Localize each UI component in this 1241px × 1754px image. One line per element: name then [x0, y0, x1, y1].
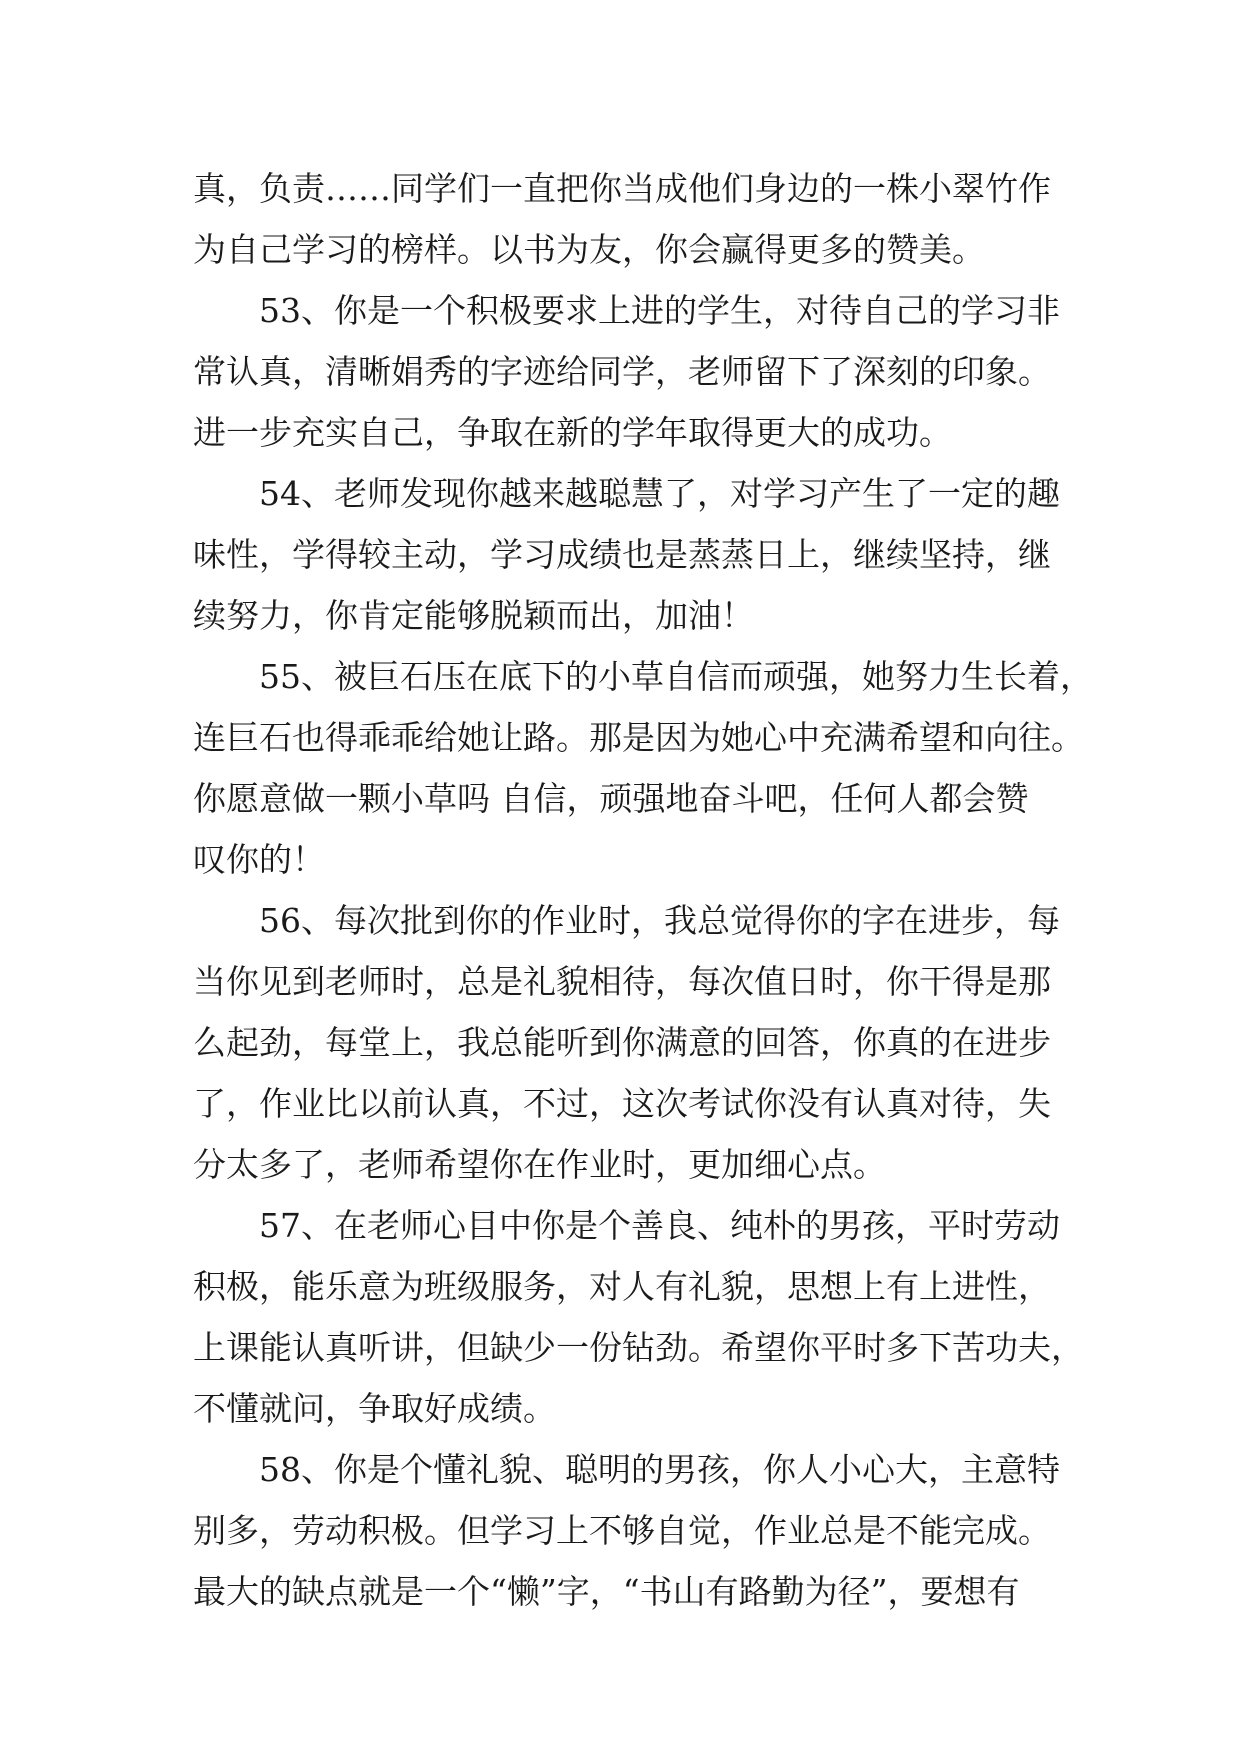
text-line: 为自己学习的榜样。以书为友，你会赢得更多的赞美。	[193, 230, 985, 269]
paragraph-54-start: 54、老师发现你越来越聪慧了，对学习产生了一定的趣	[259, 474, 1060, 513]
text-line: 上课能认真听讲，但缺少一份钻劲。希望你平时多下苦功夫，	[193, 1328, 1084, 1367]
text-line: 分太多了，老师希望你在作业时，更加细心点。	[193, 1145, 886, 1184]
text-line: 真，负责……同学们一直把你当成他们身边的一株小翠竹作	[193, 169, 1051, 208]
text-line: 不懂就问，争取好成绩。	[193, 1389, 556, 1428]
text-line: 味性，学得较主动，学习成绩也是蒸蒸日上，继续坚持，继	[193, 535, 1051, 574]
text-line: 你愿意做一颗小草吗 自信，顽强地奋斗吧，任何人都会赞	[193, 779, 1029, 818]
text-line: 进一步充实自己，争取在新的学年取得更大的成功。	[193, 413, 952, 452]
text-line: 别多，劳动积极。但学习上不够自觉，作业总是不能完成。	[193, 1511, 1051, 1550]
text-line: 续努力，你肯定能够脱颖而出，加油！	[193, 596, 754, 635]
text-line: 了，作业比以前认真，不过，这次考试你没有认真对待，失	[193, 1084, 1051, 1123]
text-line: 么起劲，每堂上，我总能听到你满意的回答，你真的在进步	[193, 1023, 1051, 1062]
document-body	[193, 158, 1093, 1622]
text-line: 连巨石也得乖乖给她让路。那是因为她心中充满希望和向往。	[193, 718, 1084, 757]
paragraph-56-start: 56、每次批到你的作业时，我总觉得你的字在进步，每	[259, 901, 1060, 940]
paragraph-53-start: 53、你是一个积极要求上进的学生，对待自己的学习非	[259, 291, 1060, 330]
text-line: 最大的缺点就是一个“懒”字，“书山有路勤为径”，要想有	[193, 1572, 1020, 1611]
text-line: 叹你的！	[193, 840, 325, 879]
text-line: 当你见到老师时，总是礼貌相待，每次值日时，你干得是那	[193, 962, 1051, 1001]
text-line: 常认真，清晰娟秀的字迹给同学，老师留下了深刻的印象。	[193, 352, 1051, 391]
paragraph-58-start: 58、你是个懂礼貌、聪明的男孩，你人小心大，主意特	[259, 1450, 1060, 1489]
text-line: 积极，能乐意为班级服务，对人有礼貌，思想上有上进性，	[193, 1267, 1051, 1306]
paragraph-55-start: 55、被巨石压在底下的小草自信而顽强，她努力生长着，	[259, 657, 1093, 696]
paragraph-57-start: 57、在老师心目中你是个善良、纯朴的男孩，平时劳动	[259, 1206, 1060, 1245]
